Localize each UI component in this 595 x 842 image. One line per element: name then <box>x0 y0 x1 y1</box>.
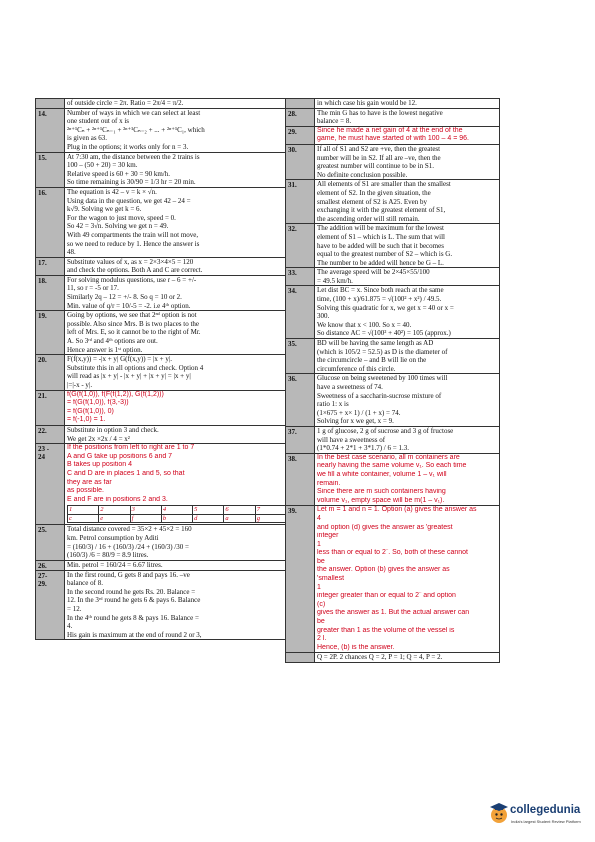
question-number: 20. <box>36 355 65 390</box>
solution-line: less than or equal to 2ˆ. So, both of these cannot <box>317 549 468 557</box>
solution-row <box>36 444 290 525</box>
solution-line: as possible. <box>67 487 104 495</box>
solution-line: element of S2. In the given situation, the <box>317 188 431 197</box>
solution-line: |=|-x - y|. <box>67 381 93 389</box>
solution-line: smallest element of S2 is A25. Even by <box>317 197 428 206</box>
solution-line: E and F are in positions 2 and 3. <box>67 495 168 503</box>
solution-line: So distance AC = √(100² + 40²) = 105 (approx.) <box>317 329 451 338</box>
solution-line: Total distance covered = 35×2 + 45×2 = 160 <box>67 525 192 534</box>
solution-line: Let m = 1 and n = 1. Option (a) gives the answer as <box>317 506 477 514</box>
solution-line: 4 <box>317 514 321 522</box>
solution-text <box>65 275 290 310</box>
solution-line: 1 <box>317 540 321 548</box>
question-number: 16. <box>36 187 65 257</box>
solution-line: B takes up position 4 <box>67 461 132 469</box>
solution-line: remain. <box>317 479 341 487</box>
solution-line: (1*0.74 + 2*1 + 3*1.7) / 6 = 1.3. <box>317 444 409 453</box>
solution-line: = 12. <box>67 605 82 614</box>
solution-line: For solving modulus questions, use r – 6 = +/- <box>67 275 197 284</box>
question-number: 18. <box>36 275 65 310</box>
question-number: 23 - 24 <box>36 444 65 525</box>
seating-grid-cell: 5 <box>193 506 224 515</box>
question-number: 15. <box>36 152 65 187</box>
solution-line: = f(G(f(1,0)), 0) <box>67 407 114 415</box>
seating-grid-cell: 2 <box>99 506 130 515</box>
solution-line: 'smallest <box>317 575 345 583</box>
solution-text <box>315 108 500 126</box>
seating-grid-cell: 4 <box>161 506 192 515</box>
solution-line: be <box>317 618 325 626</box>
graduate-mascot-icon <box>488 802 510 824</box>
solution-line: If the positions from left to right are 1 to 7 <box>67 444 195 452</box>
solution-line: game, he must have started of with 100 – 4 = 96. <box>317 135 469 143</box>
solution-line: In the 4ᵗʰ round he gets 8 & pays 16. Balance = <box>67 613 199 622</box>
question-number: 33. <box>286 268 315 286</box>
question-number: 25. <box>36 525 65 560</box>
question-number: 22. <box>36 425 65 443</box>
solution-line: is given as 63. <box>67 134 108 143</box>
question-number <box>286 99 315 109</box>
right-solutions-table <box>285 98 500 663</box>
solution-line: We get 2x ×2x / 4 = x² <box>67 434 130 443</box>
solution-line: time, (100 + x)/61.875 = √(100² + x²) / 49.5. <box>317 295 442 304</box>
solution-line: km. Petrol consumption by Aditi <box>67 533 159 542</box>
solution-line: ²ⁿ⁺¹Cₙ + ²ⁿ⁺¹Cₙ₋₁ + ²ⁿ⁺¹Cₙ₋₂ + ... + ²ⁿ⁺¹C₁, which <box>67 125 205 134</box>
solution-line: The addition will be maximum for the lowest <box>317 224 444 233</box>
solution-line: ratio 1: x is <box>317 400 349 409</box>
right-solutions-column <box>285 98 500 663</box>
solution-line: (which is 105/2 = 52.5) as D is the diameter of <box>317 347 448 356</box>
seating-grid-cell: 6 <box>224 506 255 515</box>
solution-line: number will be in S2. If all are –ve, then the <box>317 153 441 162</box>
solution-line: We know that x < 100. So x = 40. <box>317 320 412 329</box>
solution-line: With 49 compartments the train will not move, <box>67 230 199 239</box>
solution-line: f(G(f(1,0)), f(F(f(1,2)), G(f(1,2))) <box>67 390 164 398</box>
solution-line: balance = 8. <box>317 117 352 126</box>
solution-row <box>36 525 290 560</box>
solution-line: A and G take up positions 6 and 7 <box>67 452 173 460</box>
solution-row <box>36 390 290 425</box>
solution-line: In the best case scenario, all m containers are <box>317 453 460 461</box>
solution-line: integer <box>317 532 339 540</box>
solution-line: the circumcircle – and B will lie on the <box>317 356 427 365</box>
question-number: 36. <box>286 374 315 427</box>
solution-line: element of S1 – which is L. The sum that will <box>317 232 445 241</box>
solution-line: Going by options, we see that 2ⁿᵈ option is not <box>67 311 197 320</box>
question-number: 39. <box>286 506 315 653</box>
solution-line: nearly having the same volume v₁. So each time <box>317 462 467 470</box>
seating-grid-cell: a <box>224 514 255 523</box>
solution-row <box>286 180 500 224</box>
solution-line: Hence, (b) is the answer. <box>317 643 395 651</box>
solution-line: volume v₁, empty space will be m(1 – v₁). <box>317 496 445 504</box>
solution-text <box>315 506 500 653</box>
solution-line: F(f(x,y)) = -|x + y| G(f(x,y)) = |x + y|. <box>67 355 172 364</box>
solution-text <box>65 390 290 425</box>
solution-line: 2 l. <box>317 635 327 643</box>
solution-row <box>36 311 290 355</box>
solution-row <box>286 144 500 179</box>
solution-row <box>286 108 500 126</box>
solution-line: and option (d) gives the answer as 'greatest <box>317 523 453 531</box>
seating-grid-cell: g <box>255 514 286 523</box>
question-number: 27- 29. <box>36 570 65 640</box>
solution-line: k√9. Solving we get k = 6. <box>67 205 142 214</box>
question-number: 29. <box>286 126 315 144</box>
solution-line: 12. In the 3ʳᵈ round he gets 6 & pays 6. Balance <box>67 596 201 605</box>
solution-line: For the wagon to just move, speed = 0. <box>67 213 176 222</box>
solution-line: 1 <box>317 583 321 591</box>
solution-row <box>36 152 290 187</box>
question-number: 34. <box>286 286 315 339</box>
question-number: 38. <box>286 453 315 506</box>
solution-text <box>65 525 290 560</box>
solution-line: greatest number will continue to be in S1. <box>317 162 435 171</box>
solution-text <box>315 224 500 268</box>
question-number: 28. <box>286 108 315 126</box>
solution-line: and check the options. Both A and C are correct. <box>67 266 203 275</box>
seating-grid-cell: 7 <box>255 506 286 515</box>
solution-row <box>36 108 290 152</box>
solution-line: In the second round he gets Rs. 20. Balance = <box>67 587 196 596</box>
solution-line: Let dist BC = x. Since both reach at the same <box>317 286 444 295</box>
left-solutions-table <box>35 98 290 640</box>
solution-line: the answer. Option (b) gives the answer as <box>317 566 450 574</box>
solution-text <box>315 180 500 224</box>
logo-brand-text: collegedunia <box>510 804 581 816</box>
solution-line: So time remaining is 30/90 = 1/3 hr = 20 min. <box>67 178 196 187</box>
solution-row <box>36 355 290 390</box>
solution-line: have to be added will be such that it becomes <box>317 241 444 250</box>
solution-text <box>315 144 500 179</box>
solution-line: BD will be having the same length as AD <box>317 339 434 348</box>
solution-line: A. So 3ʳᵈ and 4ᵗʰ options are out. <box>67 337 158 346</box>
question-number: 30. <box>286 144 315 179</box>
solution-line: Number of ways in which we can select at least <box>67 108 201 117</box>
solution-row <box>286 653 500 663</box>
solution-line: 300. <box>317 312 330 321</box>
seating-grid-cell: d <box>193 514 224 523</box>
solution-line: the ascending order will still remain. <box>317 214 420 223</box>
solution-text <box>315 453 500 506</box>
solution-line: So 42 = 3√n. Solving we get n = 49. <box>67 222 169 231</box>
solution-line: Substitute values of x, as x = 2×3×4×5 = 120 <box>67 257 194 266</box>
solution-line: gives the answer as 1. But the actual answer can <box>317 609 470 617</box>
solution-line: possible. Also since Mrs. B is two places to the <box>67 319 200 328</box>
solution-row <box>286 224 500 268</box>
solution-text <box>65 570 290 640</box>
solution-line: we fill a white container, volume 1 – v₁ will <box>317 470 447 478</box>
seating-grid-cell: e <box>99 514 130 523</box>
solution-line: Substitute in option 3 and check. <box>67 425 159 434</box>
collegedunia-logo <box>488 800 588 832</box>
solution-line: in which case his gain would be 12. <box>317 99 417 107</box>
solution-line: Using data in the question, we get 42 – 24 = <box>67 196 191 205</box>
solution-line: (160/3) /6 = 80/9 = 8.9 litres. <box>67 551 149 560</box>
solution-line: one student out of x is <box>67 117 130 126</box>
solution-text <box>315 653 500 663</box>
solution-line: In the first round, G gets 8 and pays 16. –ve <box>67 570 190 579</box>
solution-row <box>286 126 500 144</box>
solution-line: they are as far <box>67 478 112 486</box>
solution-line: Sweetness of a saccharin-sucrose mixture of <box>317 391 442 400</box>
solution-line: The min G has to have is the lowest negative <box>317 108 443 117</box>
solution-line: Min. petrol = 160/24 = 6.67 litres. <box>67 560 163 569</box>
seating-grid-cell: c <box>68 514 99 523</box>
solution-text <box>65 152 290 187</box>
solution-text <box>65 355 290 390</box>
solution-row <box>286 99 500 109</box>
question-number: 35. <box>286 339 315 374</box>
solution-line: C and D are in places 1 and 5, so that <box>67 469 185 477</box>
solution-row <box>36 570 290 640</box>
solution-line: equal to the greatest number of S2 – which is G. <box>317 250 453 259</box>
solution-line: exchanging it with the greatest element of S1, <box>317 206 446 215</box>
solution-line: = (160/3) / 16 + (160/3) /24 + (160/3) /30 = <box>67 542 189 551</box>
solution-text <box>315 268 500 286</box>
solution-line: greater than 1 as the volume of the vessel is <box>317 626 455 634</box>
solution-text <box>65 444 290 525</box>
solution-line: Plug in the options; it works only for n = 3. <box>67 142 189 151</box>
solution-line: Since there are m such containers having <box>317 488 446 496</box>
seating-grid-cell: 1 <box>68 506 99 515</box>
left-solutions-column <box>35 98 290 640</box>
solution-line: Min. value of q/r = 10/-5 = -2. i.e 4ᵗʰ option. <box>67 301 191 310</box>
solution-line: (1×675 + x× 1) / (1 + x) = 74. <box>317 408 401 417</box>
solution-line: 100 – (50 + 20) = 30 km. <box>67 161 138 170</box>
question-number: 26. <box>36 560 65 570</box>
solution-row <box>286 339 500 374</box>
solution-line: Relative speed is 60 + 30 = 90 km/h. <box>67 169 170 178</box>
solution-row <box>36 257 290 275</box>
solution-line: No definite conclusion possible. <box>317 170 408 179</box>
solution-line: Q = 2P. 2 chances Q = 2, P = 1; Q = 4, P = 2. <box>317 653 443 662</box>
solution-row <box>286 286 500 339</box>
solution-line: of outside circle = 2π. Ratio = 2π/4 = π/2. <box>67 99 184 107</box>
solution-line: = 49.5 km/h. <box>317 276 353 285</box>
solution-line: circumference of this circle. <box>317 364 396 373</box>
solution-text <box>315 99 500 109</box>
question-number: 31. <box>286 180 315 224</box>
solution-text <box>65 257 290 275</box>
seating-grid-cell: 3 <box>130 506 161 515</box>
seating-grid-cell: b <box>161 514 192 523</box>
logo-tagline: India's largest Student Review Platform <box>511 819 581 824</box>
solution-line: 11, so r = -5 or 17. <box>67 284 119 293</box>
solution-line: The number to be added will hence be G – L. <box>317 258 444 267</box>
solution-row <box>36 275 290 310</box>
solution-row <box>36 425 290 443</box>
solution-line: will read as |x + y| - |x + y| + |x + y| = |x + y| <box>67 372 191 381</box>
solution-line: = f(G(f(1,0)), f(3,-3)) <box>67 399 129 407</box>
solution-text <box>65 99 290 109</box>
solution-line: have a sweetness of 74. <box>317 383 383 391</box>
solution-line: integer greater than or equal to 2ˆ and option <box>317 592 456 600</box>
solution-line: so we need to reduce by 1. Hence the answer is <box>67 239 200 248</box>
solution-line: Substitute this in all options and check. Option 4 <box>67 363 204 372</box>
solution-line: will have a sweetness of <box>317 435 386 444</box>
seating-grid-cell: f <box>130 514 161 523</box>
solution-line: Solving for x we get, x = 9. <box>317 417 394 426</box>
solution-line: If all of S1 and S2 are +ve, then the greatest <box>317 144 441 153</box>
question-number: 32. <box>286 224 315 268</box>
solution-line: be <box>317 557 325 565</box>
solution-row <box>286 268 500 286</box>
solution-line: (c) <box>317 600 326 608</box>
solution-row <box>36 560 290 570</box>
solution-line: Hence answer is 1ˢᵗ option. <box>67 345 143 354</box>
solution-text <box>315 374 500 427</box>
solution-text <box>315 286 500 339</box>
solution-row <box>36 187 290 257</box>
solution-text <box>65 560 290 570</box>
solution-line: = f(-1,0) = 1. <box>67 416 106 424</box>
solution-text <box>315 339 500 374</box>
solution-line: 4. <box>67 622 73 631</box>
solution-line: Solving this quadratic for x, we get x = 40 or x = <box>317 303 454 312</box>
solution-line: balance of 8. <box>67 579 103 588</box>
solution-text <box>65 187 290 257</box>
solution-line: 1 g of glucose, 2 g of sucrose and 3 g of fructose <box>317 426 454 435</box>
question-number: 14. <box>36 108 65 152</box>
solution-line: Glucose on being sweetened by 100 times will <box>317 374 448 383</box>
solution-row <box>36 99 290 109</box>
solution-line: His gain is maximum at the end of round 2 or 3, <box>67 630 202 639</box>
solution-row <box>286 453 500 506</box>
solution-row <box>286 426 500 453</box>
solution-text <box>315 426 500 453</box>
solution-line: All elements of S1 are smaller than the smallest <box>317 180 451 189</box>
solution-line: The average speed will be 2×45×55/100 <box>317 268 430 277</box>
solution-line: At 7:30 am, the distance between the 2 trains is <box>67 152 200 161</box>
solution-line: Since he made a net gain of 4 at the end of the <box>317 126 463 134</box>
solution-line: The equation is 42 – v = k × √n. <box>67 187 157 196</box>
solution-text <box>65 425 290 443</box>
solution-line: left of Mrs. E, so it cannot be to the right of Mr. <box>67 328 201 337</box>
question-number <box>36 99 65 109</box>
solution-row <box>286 506 500 653</box>
question-number: 21. <box>36 390 65 425</box>
solution-line: Similarly 2q – 12 = +/- 8. So q = 10 or 2. <box>67 293 182 302</box>
question-number: 17. <box>36 257 65 275</box>
solution-row <box>286 374 500 427</box>
solution-line: 48. <box>67 248 76 257</box>
seating-grid <box>67 505 287 523</box>
question-number: 19. <box>36 311 65 355</box>
question-number <box>286 653 315 663</box>
solution-text <box>65 311 290 355</box>
solution-text <box>315 126 500 144</box>
question-number: 37. <box>286 426 315 453</box>
solution-text <box>65 108 290 152</box>
